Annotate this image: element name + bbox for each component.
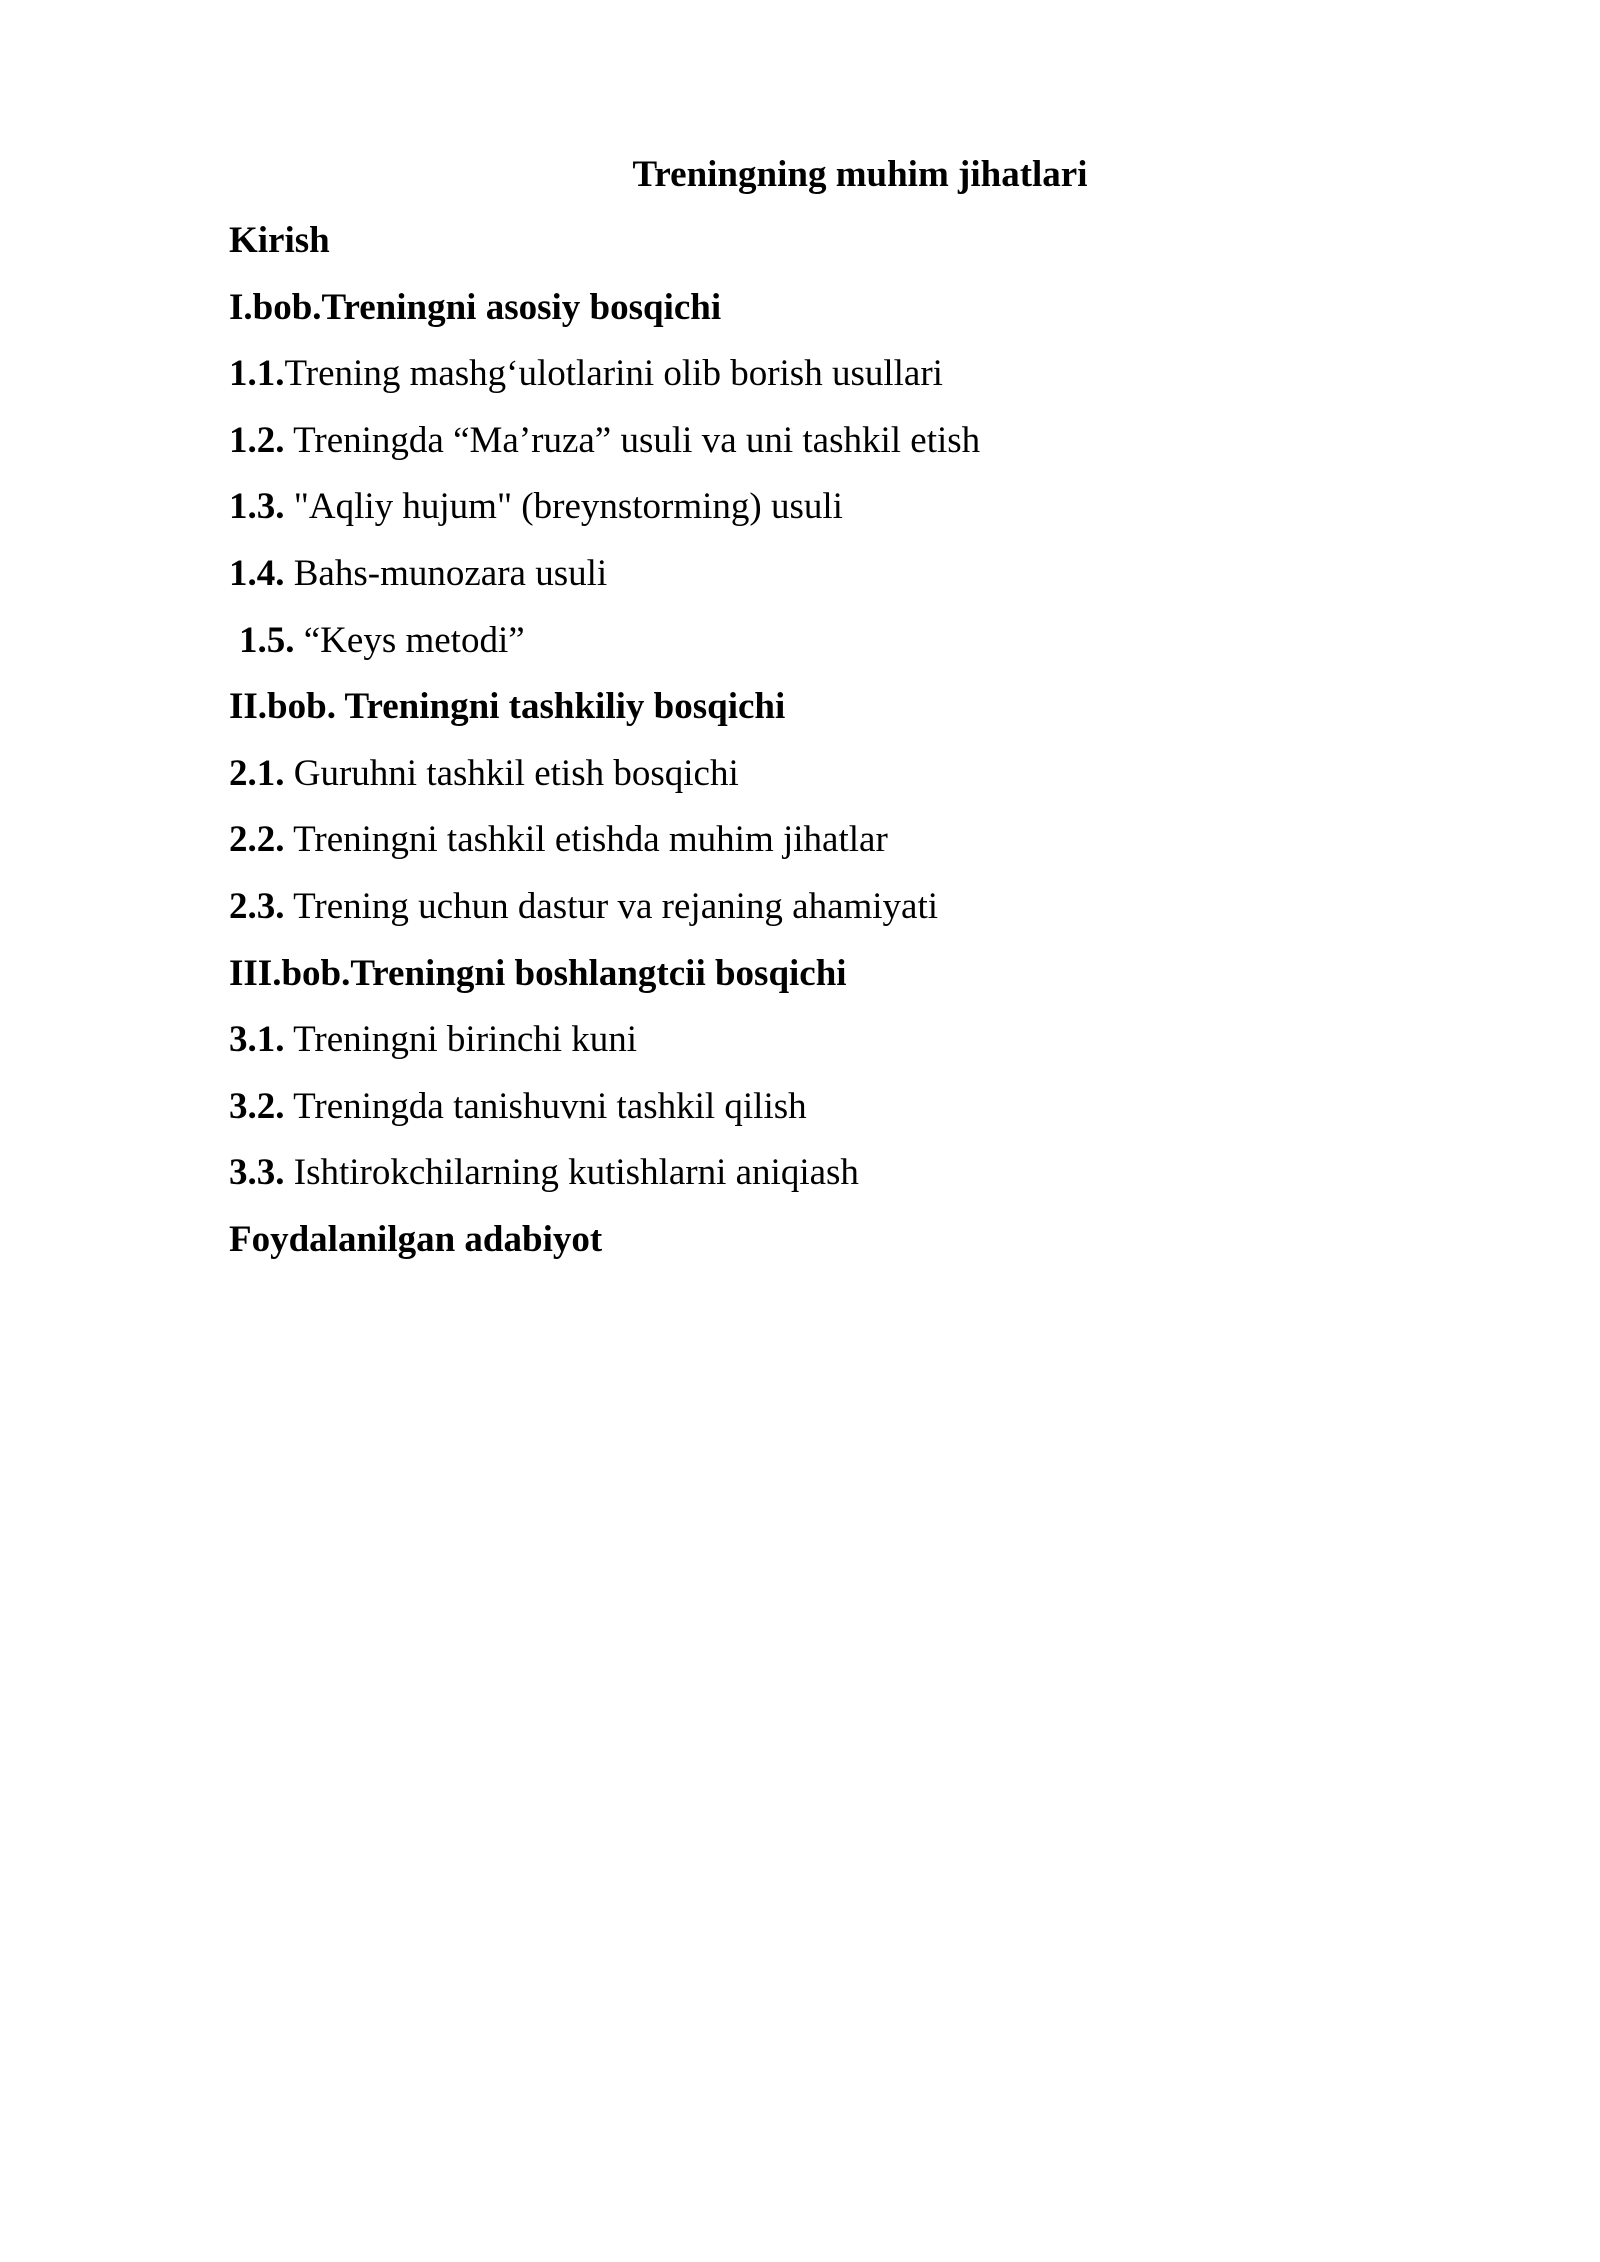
- toc-heading-text: III.bob.Treningni boshlangtcii bosqichi: [229, 952, 847, 994]
- toc-item-number: 2.1.: [229, 752, 285, 794]
- toc-heading-text: Kirish: [229, 220, 330, 261]
- toc-heading-text: Foydalanilgan adabiyot: [229, 1218, 603, 1260]
- toc-item-2-3: [229, 882, 980, 949]
- toc-item-text: Treningni tashkil etishda muhim jihatlar: [284, 819, 888, 861]
- toc-item-text: “Keys metodi”: [294, 619, 525, 661]
- toc-item-number: 3.3.: [229, 1152, 285, 1194]
- toc-heading-chapter-2: [229, 682, 980, 749]
- toc-item-text: Trening mashg‘ulotlarini olib borish usullari: [284, 353, 943, 395]
- toc-item-3-3: [229, 1148, 980, 1215]
- toc-item-text: Guruhni tashkil etish bosqichi: [284, 752, 739, 794]
- toc-item-number: 1.4.: [229, 552, 285, 594]
- toc-item-number: 2.2.: [229, 819, 285, 861]
- toc-item-number: 3.1.: [229, 1019, 285, 1061]
- toc-item-number: 3.2.: [229, 1085, 285, 1127]
- toc-item-text: "Aqliy hujum" (breynstorming) usuli: [284, 486, 843, 528]
- toc-item-1-2: [229, 416, 980, 483]
- toc-item-1-1: [229, 349, 980, 416]
- toc-heading-introduction: [229, 216, 980, 283]
- toc-item-1-4: [229, 549, 980, 616]
- toc-item-1-5: [229, 616, 980, 683]
- toc-item-3-2: [229, 1082, 980, 1149]
- toc-item-number: 1.3.: [229, 486, 285, 528]
- document-title: Treningning muhim jihatlari: [632, 154, 1088, 195]
- toc-item-number: 1.1.: [229, 353, 285, 395]
- toc-item-number: 1.2.: [229, 419, 285, 461]
- toc-item-text: Bahs-munozara usuli: [284, 552, 608, 594]
- toc-heading-references: [229, 1215, 980, 1282]
- table-of-contents: [229, 216, 980, 1282]
- toc-heading-chapter-3: [229, 949, 980, 1016]
- toc-item-text: Treningda “Ma’ruza” usuli va uni tashkil etish: [284, 419, 981, 461]
- toc-heading-text: II.bob. Treningni tashkiliy bosqichi: [229, 686, 786, 728]
- toc-item-number: 1.5.: [239, 619, 295, 661]
- toc-item-1-3: [229, 482, 980, 549]
- toc-item-number: 2.3.: [229, 885, 285, 927]
- toc-item-2-1: [229, 749, 980, 816]
- toc-item-3-1: [229, 1015, 980, 1082]
- toc-item-2-2: [229, 815, 980, 882]
- toc-item-text: Treningni birinchi kuni: [284, 1019, 638, 1061]
- toc-heading-text: I.bob.Treningni asosiy bosqichi: [229, 286, 722, 328]
- toc-item-text: Ishtirokchilarning kutishlarni aniqiash: [284, 1152, 859, 1194]
- toc-item-text: Treningda tanishuvni tashkil qilish: [284, 1085, 807, 1127]
- toc-item-text: Trening uchun dastur va rejaning ahamiyati: [284, 885, 939, 927]
- toc-heading-chapter-1: [229, 283, 980, 350]
